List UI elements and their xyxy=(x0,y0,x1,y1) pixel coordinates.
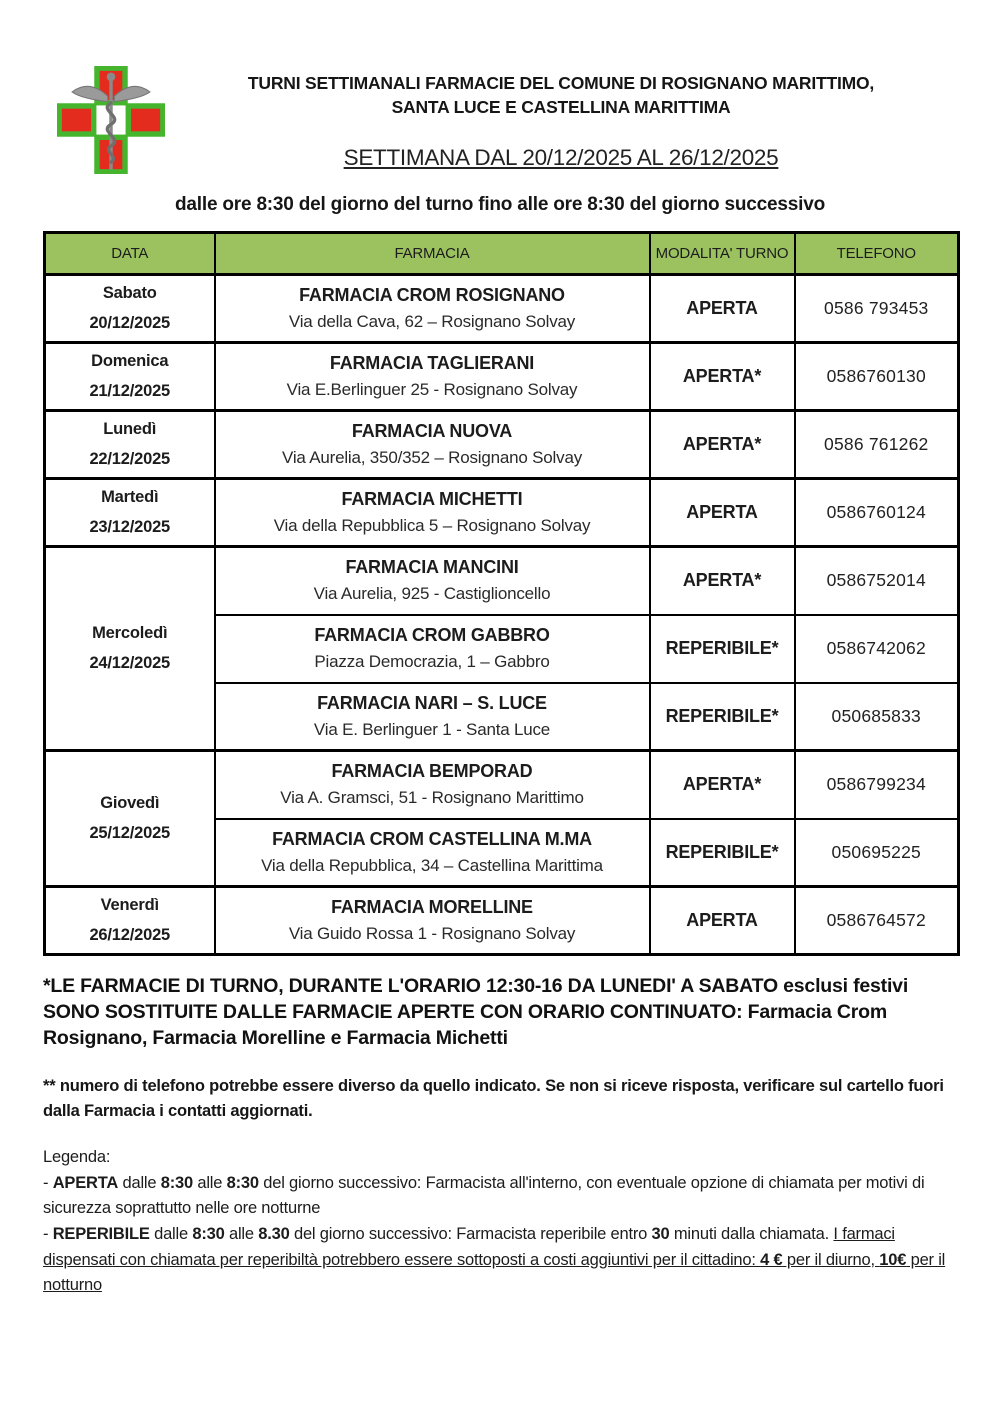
legend-text-segment: - xyxy=(43,1173,53,1192)
legend-text-segment: I farmaci dispensati con chiamata per reperibiltà potrebbero essere sottoposti a costi aggiuntivi per il cittadino: xyxy=(43,1224,895,1269)
legend-item-reperibile xyxy=(43,1222,957,1299)
legend-text-segment: 30 xyxy=(651,1224,670,1243)
pharmacy-address: Via E.Berlinguer 25 - Rosignano Solvay xyxy=(286,380,578,399)
shift-mode-cell: APERTA* xyxy=(650,343,795,411)
shift-mode-cell: APERTA xyxy=(650,275,795,343)
legend-text-segment: minuti dalla chiamata. xyxy=(669,1224,834,1243)
shift-mode-cell: REPERIBILE* xyxy=(650,615,795,683)
day-cell xyxy=(45,411,215,479)
day-date: 20/12/2025 xyxy=(89,313,171,332)
phone-cell: 050695225 xyxy=(795,819,959,887)
legend-text-segment: APERTA xyxy=(52,1173,119,1192)
day-date: 26/12/2025 xyxy=(89,925,171,944)
pharmacy-address: Via Guido Rossa 1 - Rosignano Solvay xyxy=(288,924,576,943)
page-title xyxy=(165,72,957,119)
pharmacy-cell xyxy=(215,411,650,479)
pharmacy-name: FARMACIA MORELLINE xyxy=(331,897,533,917)
pharmacy-cell xyxy=(215,819,650,887)
phone-cell: 0586799234 xyxy=(795,751,959,819)
substitution-note: *LE FARMACIE DI TURNO, DURANTE L'ORARIO 12:30-16 DA LUNEDI' A SABATO esclusi festivi SONO SOSTITUITE DALLE FARMACIE APERTE CON ORARIO CONTINUATO: Farmacia Crom Rosignano, Farmacia Morelline e Farmacia Michetti xyxy=(43,975,909,1049)
pharmacy-cell xyxy=(215,887,650,955)
pharmacy-name: FARMACIA MICHETTI xyxy=(341,489,523,509)
pharmacy-name: FARMACIA NARI – S. LUCE xyxy=(317,692,547,713)
phone-cell: 050685833 xyxy=(795,683,959,751)
phone-cell: 0586760130 xyxy=(795,343,959,411)
day-date: 25/12/2025 xyxy=(89,823,171,842)
legend-text-segment: 4 € xyxy=(760,1250,783,1269)
legend-text-segment: 10€ xyxy=(879,1250,907,1269)
day-date: 23/12/2025 xyxy=(89,517,171,536)
column-header-telefono: TELEFONO xyxy=(795,233,959,275)
table-header-row xyxy=(45,233,959,275)
day-cell xyxy=(45,887,215,955)
day-name: Sabato xyxy=(102,283,157,302)
pharmacy-address: Via A. Gramsci, 51 - Rosignano Marittimo xyxy=(280,788,584,808)
legend-text-segment: - xyxy=(43,1224,53,1243)
day-date: 21/12/2025 xyxy=(89,381,171,400)
pharmacy-cell xyxy=(215,751,650,819)
pharmacy-name: FARMACIA CROM ROSIGNANO xyxy=(299,285,565,305)
table-row xyxy=(45,751,959,819)
shift-mode-cell: APERTA* xyxy=(650,751,795,819)
day-cell xyxy=(45,547,215,751)
shift-hours-note: dalle ore 8:30 del giorno del turno fino alle ore 8:30 del giorno successivo xyxy=(175,194,825,215)
phone-cell: 0586742062 xyxy=(795,615,959,683)
legend-text-segment: REPERIBILE xyxy=(52,1224,150,1243)
shift-mode-cell: APERTA xyxy=(650,479,795,547)
legend-text-segment: del giorno successivo: Farmacista all'interno, con eventuale opzione di chiamata per motivi di sicurezza soprattutto nelle ore notturne xyxy=(43,1173,925,1218)
day-name: Giovedì xyxy=(100,793,160,812)
day-date: 22/12/2025 xyxy=(89,449,171,468)
table-row xyxy=(45,275,959,343)
legend-text-segment: 8:30 xyxy=(160,1173,193,1192)
phone-cell: 0586 793453 xyxy=(795,275,959,343)
pharmacy-cell xyxy=(215,683,650,751)
table-row xyxy=(45,343,959,411)
pharmacy-name: FARMACIA MANCINI xyxy=(345,557,519,578)
document-header xyxy=(43,58,957,174)
day-name: Mercoledì xyxy=(92,623,168,642)
week-range: SETTIMANA DAL 20/12/2025 AL 26/12/2025 xyxy=(343,145,779,171)
legend-text-segment: dalle xyxy=(149,1224,193,1243)
table-row xyxy=(45,887,959,955)
pharmacy-address: Via della Repubblica, 34 – Castellina Marittima xyxy=(261,855,603,875)
day-name: Martedì xyxy=(101,487,159,506)
title-line-1: TURNI SETTIMANALI FARMACIE DEL COMUNE DI ROSIGNANO MARITTIMO, xyxy=(247,73,875,93)
legend-text-segment: dalle xyxy=(118,1173,161,1192)
column-header-modalita-turno: MODALITA' TURNO xyxy=(650,233,795,275)
day-cell xyxy=(45,275,215,343)
phone-cell: 0586760124 xyxy=(795,479,959,547)
pharmacy-cross-logo xyxy=(57,66,165,174)
legend-text-segment: per il notturno xyxy=(43,1250,946,1295)
shift-mode-cell: APERTA* xyxy=(650,411,795,479)
pharmacy-cell xyxy=(215,547,650,615)
day-cell xyxy=(45,751,215,887)
pharmacy-address: Via della Cava, 62 – Rosignano Solvay xyxy=(288,312,576,331)
phone-cell: 0586752014 xyxy=(795,547,959,615)
column-header-data: DATA xyxy=(45,233,215,275)
legend-text-segment: alle xyxy=(192,1173,227,1192)
phone-cell: 0586764572 xyxy=(795,887,959,955)
day-name: Lunedì xyxy=(103,419,157,438)
legend-title: Legenda: xyxy=(43,1148,111,1167)
day-name: Domenica xyxy=(91,351,169,370)
pharmacy-name: FARMACIA NUOVA xyxy=(351,421,513,441)
title-block xyxy=(165,58,957,171)
pharmacy-schedule-table xyxy=(43,231,960,956)
pharmacy-address: Via della Repubblica 5 – Rosignano Solvay xyxy=(273,516,591,535)
pharmacy-cell xyxy=(215,479,650,547)
legend-text-segment: 8.30 xyxy=(258,1224,290,1243)
legend-text-segment: del giorno successivo: Farmacista reperibile entro xyxy=(289,1224,652,1243)
phone-cell: 0586 761262 xyxy=(795,411,959,479)
shift-mode-cell: REPERIBILE* xyxy=(650,819,795,887)
pharmacy-address: Via Aurelia, 350/352 – Rosignano Solvay xyxy=(282,448,582,467)
shift-mode-cell: APERTA xyxy=(650,887,795,955)
column-header-farmacia: FARMACIA xyxy=(215,233,650,275)
legend-text-segment: 8:30 xyxy=(226,1173,259,1192)
phone-disclaimer-note: ** numero di telefono potrebbe essere diverso da quello indicato. Se non si riceve risposta, verificare sul cartello fuori dalla Farmacia i contatti aggiornati. xyxy=(43,1076,944,1120)
shift-mode-cell: APERTA* xyxy=(650,547,795,615)
day-name: Venerdì xyxy=(100,895,159,914)
pharmacy-cell xyxy=(215,275,650,343)
legend-text-segment: 8:30 xyxy=(192,1224,225,1243)
footer-notes xyxy=(43,974,957,1299)
pharmacy-cross-caduceus-icon xyxy=(57,66,165,174)
legend-item-aperta xyxy=(43,1171,957,1222)
shift-mode-cell: REPERIBILE* xyxy=(650,683,795,751)
legend-text-segment: alle xyxy=(224,1224,259,1243)
table-row xyxy=(45,411,959,479)
legend xyxy=(43,1145,957,1298)
title-line-2: SANTA LUCE E CASTELLINA MARITTIMA xyxy=(391,96,731,117)
pharmacy-address: Via Aurelia, 925 - Castiglioncello xyxy=(313,584,551,604)
pharmacy-address: Via E. Berlinguer 1 - Santa Luce xyxy=(313,719,551,739)
day-cell xyxy=(45,343,215,411)
table-row xyxy=(45,547,959,615)
legend-text-segment: per il diurno, xyxy=(782,1250,880,1269)
day-cell xyxy=(45,479,215,547)
day-date: 24/12/2025 xyxy=(89,653,171,672)
pharmacy-cell xyxy=(215,343,650,411)
pharmacy-name: FARMACIA CROM GABBRO xyxy=(314,625,550,645)
pharmacy-name: FARMACIA TAGLIERANI xyxy=(329,353,535,373)
pharmacy-name: FARMACIA CROM CASTELLINA M.MA xyxy=(272,828,592,849)
table-row xyxy=(45,479,959,547)
pharmacy-cell xyxy=(215,615,650,683)
pharmacy-name: FARMACIA BEMPORAD xyxy=(331,761,533,782)
pharmacy-address: Piazza Democrazia, 1 – Gabbro xyxy=(314,652,550,671)
